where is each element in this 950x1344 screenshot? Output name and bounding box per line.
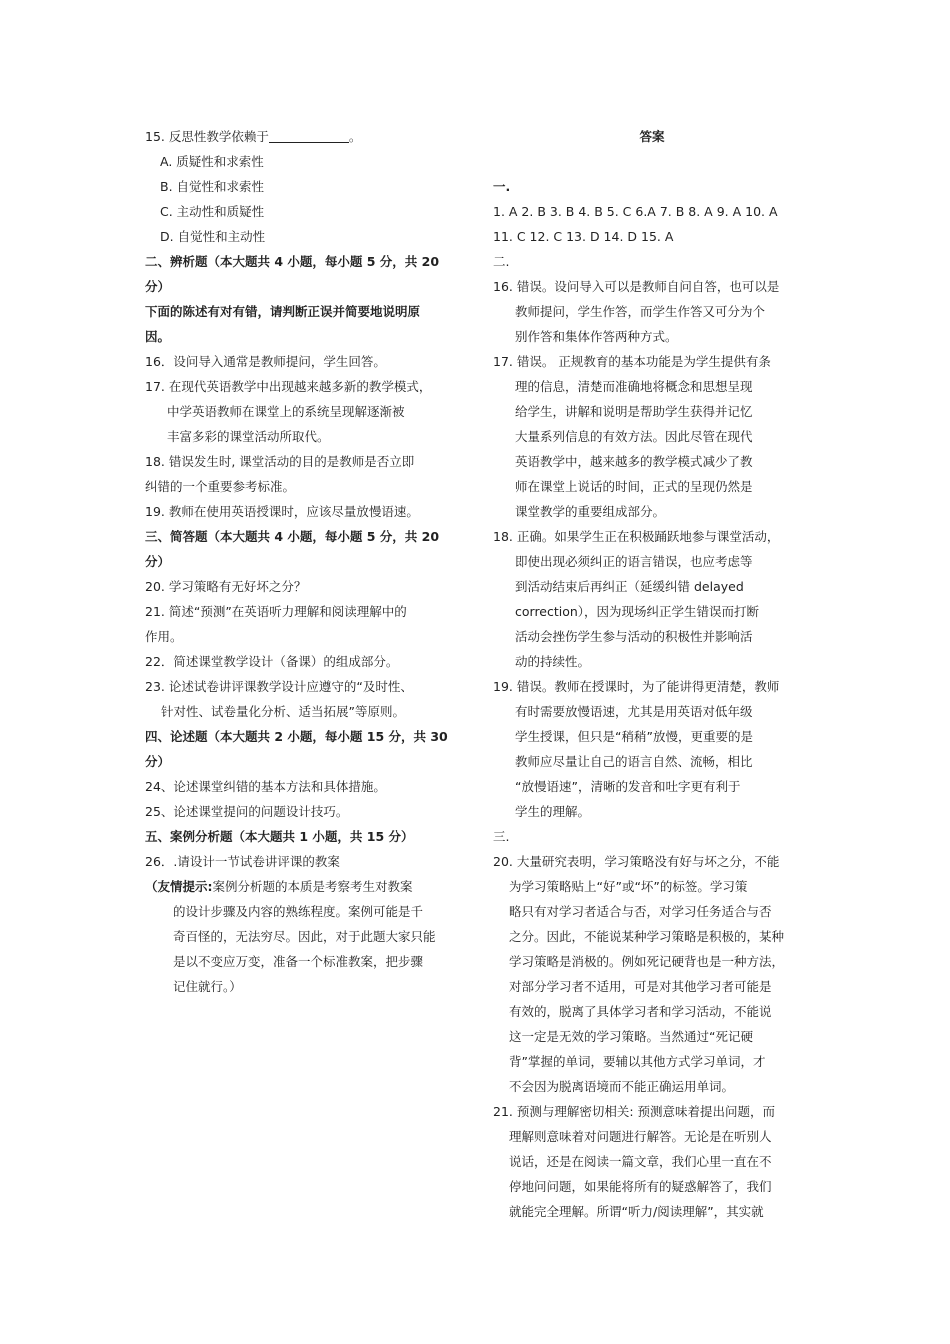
spacer xyxy=(493,149,811,174)
answers-section-2: 二. xyxy=(493,254,510,269)
answer-19-cont: “放慢语速”，清晰的发音和吐字更有利于 xyxy=(515,779,741,794)
option-c: C. 主动性和质疑性 xyxy=(160,204,265,219)
question-18-cont: 纠错的一个重要参考标准。 xyxy=(145,479,296,494)
answer-21: 21. 预测与理解密切相关: 预测意味着提出问题，而 xyxy=(493,1104,776,1119)
answer-17-cont: 理的信息，清楚而准确地将概念和思想呈现 xyxy=(515,379,753,394)
answers-mc-row: 1. A 2. B 3. B 4. B 5. C 6.A 7. B 8. A 9. A 10. A xyxy=(493,204,778,219)
option-d: D. 自觉性和主动性 xyxy=(160,229,266,244)
question-26: 26．.请设计一节试卷讲评课的教案 xyxy=(145,854,340,869)
hint-cont: 的设计步骤及内容的熟练程度。案例可能是千 xyxy=(173,904,424,919)
section-3-title: 三、简答题（本大题共 4 小题，每小题 5 分，共 20 xyxy=(145,529,440,544)
section-2-instruction: 下面的陈述有对有错，请判断正误并简要地说明原 xyxy=(145,304,421,319)
hint xyxy=(145,874,465,899)
question-16: 16．设问导入通常是教师提问，学生回答。 xyxy=(145,354,386,369)
question-23: 23. 论述试卷讲评课教学设计应遵守的“及时性、 xyxy=(145,679,413,694)
question-15-end: 。 xyxy=(348,129,362,144)
answer-19-cont: 学生授课，但只是“稍稍”放慢，更重要的是 xyxy=(515,729,753,744)
hint-cont: 奇百怪的，无法穷尽。因此，对于此题大家只能 xyxy=(173,929,436,944)
hint-text: 案例分析题的本质是考察考生对教案 xyxy=(212,879,413,894)
answer-20-cont: 对部分学习者不适用，可是对其他学习者可能是 xyxy=(509,979,772,994)
answer-18-cont: 动的持续性。 xyxy=(515,654,591,669)
answer-16-cont: 教师提问，学生作答，而学生作答又可分为个 xyxy=(515,304,766,319)
question-17-cont: 中学英语教师在课堂上的系统呈现解逐渐被 xyxy=(167,404,405,419)
answer-19-cont: 学生的理解。 xyxy=(515,804,591,819)
section-2-instruction-cont: 因。 xyxy=(145,329,171,344)
answer-18-cont: 活动会挫伤学生参与活动的积极性并影响活 xyxy=(515,629,753,644)
answer-18-cont: 即使出现必须纠正的语言错误，也应考虑等 xyxy=(515,554,753,569)
section-5-title: 五、案例分析题（本大题共 1 小题，共 15 分） xyxy=(145,829,414,844)
answer-19: 19. 错误。教师在授课时，为了能讲得更清楚，教师 xyxy=(493,679,780,694)
answer-20-cont: 略只有对学习者适合与否，对学习任务适合与否 xyxy=(509,904,772,919)
answer-21-cont: 理解则意味着对问题进行解答。无论是在听别人 xyxy=(509,1129,772,1144)
question-17-cont: 丰富多彩的课堂活动所取代。 xyxy=(167,429,330,444)
answer-17-cont: 师在课堂上说话的时间，正式的呈现仍然是 xyxy=(515,479,753,494)
answers-mc-row: 11. C 12. C 13. D 14. D 15. A xyxy=(493,229,674,244)
questions-column xyxy=(145,124,465,999)
answer-16: 16. 错误。设问导入可以是教师自问自答，也可以是 xyxy=(493,279,780,294)
answer-20-cont: 这一定是无效的学习策略。当然通过“死记硬 xyxy=(509,1029,753,1044)
answer-18-cont: 到活动结束后再纠正（延缓纠错 delayed xyxy=(515,579,744,594)
answer-19-cont: 教师应尽量让自己的语言自然、流畅，相比 xyxy=(515,754,753,769)
question-15-text: 15. 反思性教学依赖于 xyxy=(145,129,269,144)
answers-section-3: 三. xyxy=(493,829,510,844)
question-20: 20. 学习策略有无好坏之分？ xyxy=(145,579,307,594)
section-2-title-cont: 分） xyxy=(145,279,171,294)
hint-cont: 记住就行。） xyxy=(173,979,242,994)
answer-21-cont: 就能完全理解。所谓“听力/阅读理解”，其实就 xyxy=(509,1204,764,1219)
hint-cont: 是以不变应万变，准备一个标准教案，把步骤 xyxy=(173,954,424,969)
answer-18: 18. 正确。如果学生正在积极踊跃地参与课堂活动， xyxy=(493,529,780,544)
question-24: 24、论述课堂纠错的基本方法和具体措施。 xyxy=(145,779,386,794)
question-22: 22．简述课堂教学设计（备课）的组成部分。 xyxy=(145,654,399,669)
answer-17-cont: 英语教学中，越来越多的教学模式减少了教 xyxy=(515,454,753,469)
answer-21-cont: 说话，还是在阅读一篇文章，我们心里一直在不 xyxy=(509,1154,772,1169)
question-23-cont: 针对性、试卷量化分析、适当拓展”等原则。 xyxy=(161,704,405,719)
answer-18-cont: correction），因为现场纠正学生错误而打断 xyxy=(515,604,760,619)
answer-20-cont: 背”掌握的单词，要辅以其他方式学习单词，才 xyxy=(509,1054,766,1069)
section-4-title: 四、论述题（本大题共 2 小题，每小题 15 分，共 30 xyxy=(145,729,448,744)
answer-20-cont: 不会因为脱离语境而不能正确运用单词。 xyxy=(509,1079,735,1094)
answer-17-cont: 大量系列信息的有效方法。因此尽管在现代 xyxy=(515,429,753,444)
answers-section-1: 一. xyxy=(493,179,511,194)
answer-20-cont: 为学习策略贴上“好”或“坏”的标签。学习策 xyxy=(509,879,748,894)
answer-20-cont: 学习策略是消极的。例如死记硬背也是一种方法， xyxy=(509,954,785,969)
question-19: 19. 教师在使用英语授课时，应该尽量放慢语速。 xyxy=(145,504,419,519)
question-21-cont: 作用。 xyxy=(145,629,183,644)
answer-17-cont: 课堂教学的重要组成部分。 xyxy=(515,504,666,519)
answer-17-cont: 给学生，讲解和说明是帮助学生获得并记忆 xyxy=(515,404,753,419)
answers-column xyxy=(493,124,811,1224)
answer-20-cont: 有效的，脱离了具体学习者和学习活动，不能说 xyxy=(509,1004,772,1019)
answer-blank xyxy=(269,128,349,143)
question-21: 21. 简述“预测”在英语听力理解和阅读理解中的 xyxy=(145,604,407,619)
section-4-title-cont: 分） xyxy=(145,754,171,769)
option-a: A. 质疑性和求索性 xyxy=(160,154,264,169)
answers-title: 答案 xyxy=(639,129,665,144)
section-2-title: 二、辨析题（本大题共 4 小题，每小题 5 分，共 20 xyxy=(145,254,440,269)
answer-16-cont: 别作答和集体作答两种方式。 xyxy=(515,329,678,344)
answer-19-cont: 有时需要放慢语速，尤其是用英语对低年级 xyxy=(515,704,753,719)
answer-21-cont: 停地问问题，如果能将所有的疑惑解答了，我们 xyxy=(509,1179,772,1194)
answer-17: 17. 错误。 正规教育的基本功能是为学生提供有条 xyxy=(493,354,771,369)
question-18: 18. 错误发生时, 课堂活动的目的是教师是否立即 xyxy=(145,454,415,469)
option-b: B. 自觉性和求索性 xyxy=(160,179,265,194)
answer-20-cont: 之分。因此，不能说某种学习策略是积极的，某种 xyxy=(509,929,785,944)
hint-label: （友情提示: xyxy=(145,879,213,894)
question-17: 17. 在现代英语教学中出现越来越多新的教学模式， xyxy=(145,379,432,394)
question-15 xyxy=(145,124,465,149)
question-25: 25、论述课堂提问的问题设计技巧。 xyxy=(145,804,349,819)
section-3-title-cont: 分） xyxy=(145,554,171,569)
answer-20: 20. 大量研究表明，学习策略没有好与坏之分，不能 xyxy=(493,854,780,869)
